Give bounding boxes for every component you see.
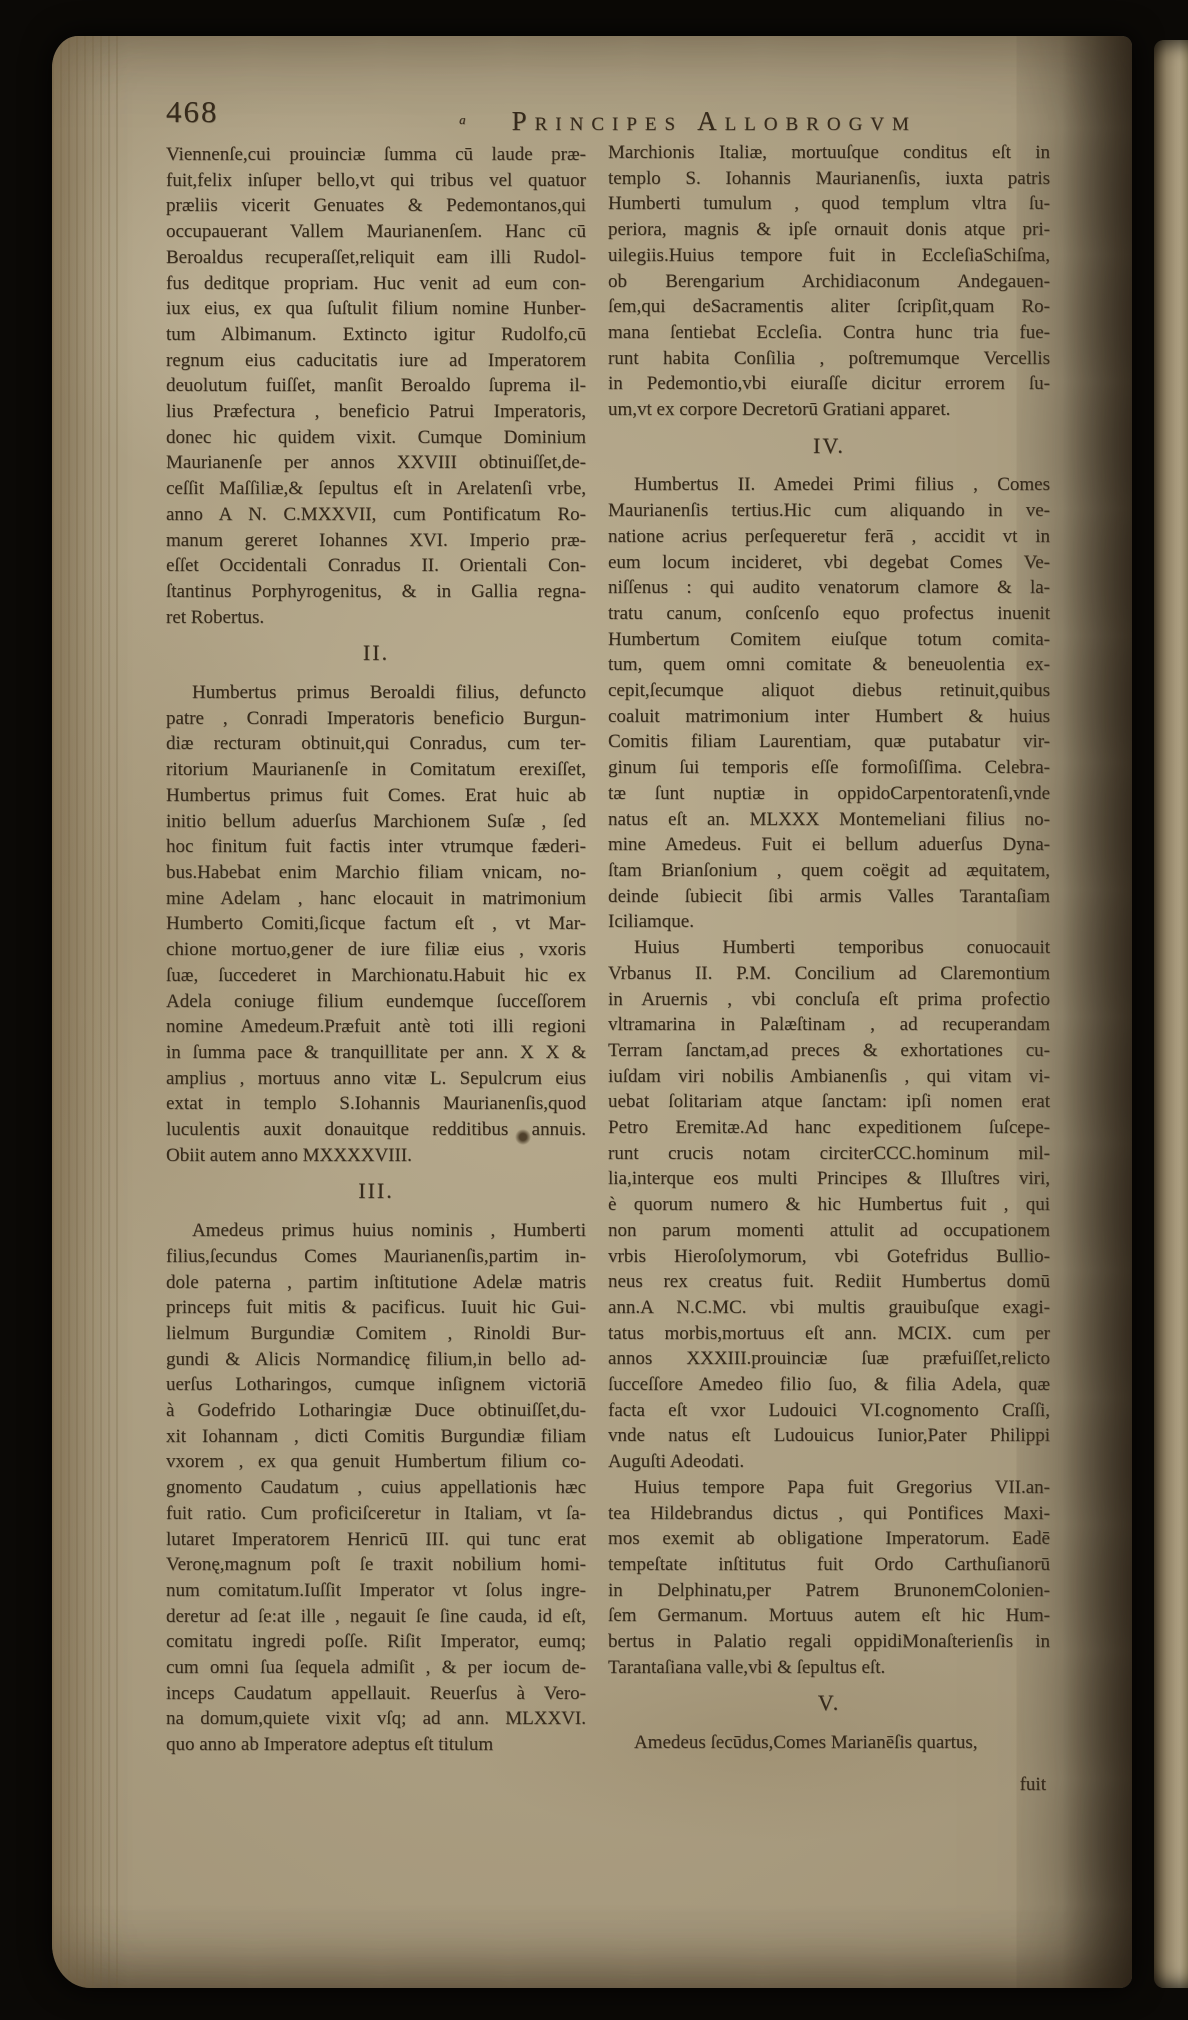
- text-line: neus rex creatus fuit. Rediit Humbertus domū: [608, 1271, 1050, 1293]
- paragraph: [166, 142, 586, 630]
- text-line: initio bellum aduerſus Marchionem Suſæ , ſed: [166, 810, 586, 832]
- header-word1-initial: P: [511, 106, 535, 136]
- text-line: ceſſit Maſſiliæ,& ſepultus eſt in Arelatenſi vrbe,: [166, 478, 586, 500]
- text-line: niſſenus : qui audito venatorum clamore & la-: [608, 577, 1050, 599]
- text-line: tum, quem omni comitate & beneuolentia ex-: [608, 654, 1050, 676]
- page-edge-deckle: [52, 36, 122, 1988]
- text-line: lia,interque eos multi Principes & Illuſtres viri,: [608, 1168, 1050, 1190]
- text-line: chione mortuo,gener de iure filiæ eius , vxoris: [166, 939, 586, 961]
- text-line: dole paterna , partim inſtitutione Adelæ matris: [166, 1271, 586, 1293]
- text-line: coaluit matrimonium inter Humbert & huius: [608, 705, 1050, 727]
- text-line: natus eſt an. MLXXX Montemeliani filius no-: [608, 808, 1050, 830]
- text-line: princeps fuit mitis & pacificus. Iuuit hic Gui-: [166, 1297, 586, 1319]
- section-heading: III.: [358, 1178, 394, 1204]
- paragraph: [608, 1475, 1050, 1681]
- text-line: ſem,qui deSacramentis aliter ſcripſit,quam Ro-: [608, 296, 1050, 318]
- text-line: Humberto Comiti,ſicque factum eſt , vt Mar-: [166, 913, 586, 935]
- text-line: cum omni ſua ſequela admiſit , & per iocum de-: [166, 1657, 586, 1679]
- page-number: 468: [166, 94, 219, 129]
- text-line: vltramarina in Palæſtinam , ad recuperandam: [608, 1014, 1050, 1036]
- header-word2-rest: LLOBROGVM: [724, 114, 917, 135]
- text-line: ginum ſui temporis eſſe formoſiſſima. Celebra-: [608, 757, 1050, 779]
- text-line: gnomento Caudatum , cuius appellationis hæc: [166, 1477, 586, 1499]
- book-page: [52, 36, 1132, 1988]
- text-line: eum locum incideret, vbi degebat Comes Ve-: [608, 551, 1050, 573]
- signature-mark: a: [459, 112, 466, 127]
- text-line: Vrbanus II. P.M. Concilium ad Claremontium: [608, 962, 1050, 984]
- text-line: xit Iohannam , dicti Comitis Burgundiæ filiam: [166, 1425, 586, 1447]
- adjacent-page-edge: [1154, 40, 1188, 1988]
- running-header: [438, 106, 938, 137]
- text-line: occupauerant Vallem Maurianenſem. Hanc cū: [166, 221, 586, 243]
- text-line: vxorem , ex qua genuit Humbertum filium co-: [166, 1451, 586, 1473]
- text-line: Beroaldus recuperaſſet,reliquit eam illi Rudol-: [166, 246, 586, 268]
- text-line: annos XXXIII.prouinciæ ſuæ præfuiſſet,relicto: [608, 1348, 1050, 1370]
- text-line: facta eſt vxor Ludouici VI.cognomento Craſſi,: [608, 1399, 1050, 1421]
- text-line: hoc finitum fuit factis inter vtrumque fæderi-: [166, 836, 586, 858]
- text-line: tratu canum, conſcenſo equo profectus inuenit: [608, 602, 1050, 624]
- text-line: in Delphinatu,per Patrem BrunonemColonien-: [608, 1579, 1050, 1601]
- text-line: amplius , mortuus anno vitæ L. Sepulcrum eius: [166, 1067, 586, 1089]
- header-word1-rest: RINCIPES: [534, 114, 684, 135]
- text-line: patre , Conradi Imperatoris beneficio Burgun-: [166, 707, 586, 729]
- text-line: ſucceſſore Amedeo filio ſuo, & filia Adela, quæ: [608, 1374, 1050, 1396]
- text-line: deinde ſubiecit ſibi armis Valles Tarantaſiam: [608, 885, 1050, 907]
- text-line: ſem Germanum. Mortuus autem eſt hic Hum-: [608, 1605, 1050, 1627]
- text-line: bus.Habebat enim Marchio filiam vnicam, no-: [166, 861, 586, 883]
- text-line: Tarantaſiana valle,vbi & ſepultus eſt.: [608, 1656, 886, 1678]
- text-line: Iciliamque.: [608, 911, 694, 933]
- text-line: Huius Humberti temporibus conuocauit: [634, 937, 1050, 959]
- text-line: ſtam Brianſonium , quem coëgit ad æquitatem,: [608, 859, 1050, 881]
- text-line: è quorum numero & hic Humbertus fuit , qui: [608, 1194, 1050, 1216]
- text-line: Adela coniuge filium eundemque ſucceſſorem: [166, 990, 586, 1012]
- text-line: fus deditque propriam. Huc venit ad eum con-: [166, 272, 586, 294]
- text-line: vrbis Hieroſolymorum, vbi Gotefridus Bullio-: [608, 1245, 1050, 1267]
- text-line: manum gereret Iohannes XVI. Imperio præ-: [166, 529, 586, 551]
- text-line: tæ ſunt nuptiæ in oppidoCarpentoratenſi,vnde: [608, 782, 1050, 804]
- text-line: ann.A N.C.MC. vbi multis grauibuſque exagi-: [608, 1296, 1050, 1318]
- section-heading: II.: [362, 640, 390, 666]
- text-line: Auguſti Adeodati.: [608, 1451, 745, 1473]
- text-line: Amedeus primus huius nominis , Humberti: [192, 1220, 586, 1242]
- text-line: præliis vicerit Genuates & Pedemontanos,qui: [166, 195, 586, 217]
- text-line: Huius tempore Papa fuit Gregorius VII.an-: [634, 1476, 1050, 1498]
- text-line: bertus in Palatio regali oppidiMonaſterienſis in: [608, 1631, 1050, 1653]
- text-line: fuit ratio. Cum proficiſceretur in Italiam, vt ſa-: [166, 1502, 586, 1524]
- text-line: ſtantinus Porphyrogenitus, & in Gallia regna-: [166, 580, 586, 602]
- text-line: tum Albimanum. Extincto igitur Rudolfo,cū: [166, 323, 586, 345]
- text-line: uilegiis.Huius tempore fuit in EccleſiaSchiſma,: [608, 244, 1050, 266]
- catchword: fuit: [1019, 1773, 1046, 1795]
- text-line: runt habita Conſilia , poſtremumque Vercellis: [608, 347, 1050, 369]
- text-line: lutaret Imperatorem Henricū III. qui tunc erat: [166, 1528, 586, 1550]
- text-line: um,vt ex corpore Decretorū Gratiani apparet.: [608, 399, 951, 421]
- text-line: extat in templo S.Iohannis Maurianenſis,quod: [166, 1093, 586, 1115]
- text-line: Veronę,magnum poſt ſe traxit nobilium homi-: [166, 1554, 586, 1576]
- text-line: Amedeus ſecūdus,Comes Marianēſis quartus,: [634, 1732, 978, 1754]
- paragraph: [166, 680, 586, 1168]
- text-line: mos exemit ab obligatione Imperatorum. Eadē: [608, 1528, 1050, 1550]
- text-line: Humbertus primus fuit Comes. Erat huic ab: [166, 784, 586, 806]
- paragraph: [608, 1730, 1050, 1756]
- text-line: in Pedemontio,vbi eiuraſſe dicitur errorem ſu-: [608, 373, 1050, 395]
- text-line: Maurianenſe per annos XXVIII obtinuiſſet,de-: [166, 452, 586, 474]
- text-line: Humbertus II. Amedei Primi filius , Comes: [634, 474, 1050, 496]
- text-line: Terram ſanctam,ad preces & exhortationes cu-: [608, 1039, 1050, 1061]
- paragraph: [608, 935, 1050, 1475]
- text-line: uerſus Lotharingos, cumque inſignem victoriā: [166, 1374, 586, 1396]
- paragraph: [608, 472, 1050, 935]
- text-column-right: [608, 140, 1050, 1798]
- text-line: uebat ſolitariam atque ſanctam: ipſi nomen erat: [608, 1091, 1050, 1113]
- text-line: tea Hildebrandus dictus , qui Pontifices Maxi-: [608, 1502, 1050, 1524]
- text-line: mine Amedeus. Fuit ei bellum aduerſus Dyna-: [608, 834, 1050, 856]
- text-line: num comitatum.Iuſſit Imperator vt ſolus ingre-: [166, 1579, 586, 1601]
- text-line: eſſet Occidentali Conradus II. Orientali Con-: [166, 555, 586, 577]
- text-column-left: [166, 142, 586, 1758]
- text-line: fuit,felix inſuper bello,vt qui tribus vel quatuor: [166, 169, 586, 191]
- text-line: regnum eius caducitatis iure ad Imperatorem: [166, 349, 586, 371]
- text-line: Comitis filiam Laurentiam, quæ putabatur vir-: [608, 731, 1050, 753]
- text-line: comitatu ingredi poſſe. Riſit Imperator, eumq;: [166, 1631, 586, 1653]
- text-line: ſuæ, ſuccederet in Marchionatu.Habuit hic ex: [166, 964, 586, 986]
- text-line: deretur ad ſe:at ille , negauit ſe ſine cauda, id eſt,: [166, 1605, 586, 1627]
- text-line: Petro Eremitæ.Ad hanc expeditionem ſuſcepe-: [608, 1117, 1050, 1139]
- text-line: Obiit autem anno MXXXXVIII.: [166, 1144, 412, 1166]
- text-line: Marchionis Italiæ, mortuuſque conditus eſt in: [608, 142, 1050, 163]
- text-line: templo S. Iohannis Maurianenſis, iuxta patris: [608, 167, 1050, 189]
- text-line: non parum momenti attulit ad occupationem: [608, 1219, 1050, 1241]
- section-heading: IV.: [813, 432, 845, 458]
- text-line: mine Adelam , hanc elocauit in matrimonium: [166, 887, 586, 909]
- text-line: deuolutum fuiſſet, manſit Beroaldo ſuprema il-: [166, 375, 586, 397]
- text-line: runt crucis notam circiterCCC.hominum mil-: [608, 1142, 1050, 1164]
- text-line: à Godefrido Lotharingiæ Duce obtinuiſſet,du-: [166, 1400, 586, 1422]
- text-line: donec hic quidem vixit. Cumque Dominium: [166, 426, 586, 448]
- text-line: Humbertus primus Beroaldi filius, defuncto: [192, 682, 586, 704]
- paragraph: [608, 140, 1050, 423]
- text-line: mana ſentiebat Eccleſia. Contra hunc tria fue-: [608, 321, 1050, 343]
- paragraph: [166, 1218, 586, 1758]
- text-line: Viennenſe,cui prouinciæ ſumma cū laude præ-: [166, 144, 586, 165]
- text-line: ritorium Maurianenſe in Comitatum erexiſſet,: [166, 759, 586, 781]
- text-line: in ſumma pace & tranquillitate per ann. X X &: [166, 1041, 586, 1063]
- text-line: tatus morbis,mortuus eſt ann. MCIX. cum per: [608, 1322, 1050, 1344]
- text-line: natione acrius perſequeretur ferā , accidit vt in: [608, 525, 1050, 547]
- text-line: quo anno ab Imperatore adeptus eſt titulum: [166, 1734, 494, 1756]
- text-line: filius,ſecundus Comes Maurianenſis,partim in-: [166, 1245, 586, 1267]
- text-line: lius Præfectura , beneficio Patrui Imperatoris,: [166, 401, 586, 423]
- text-line: tempeſtate inſtitutus fuit Ordo Carthuſianorū: [608, 1553, 1050, 1575]
- text-line: nomine Amedeum.Præfuit antè toti illi regioni: [166, 1016, 586, 1038]
- text-line: cepit,ſecumque aliquot diebus retinuit,quibus: [608, 680, 1050, 702]
- header-word2-initial: A: [697, 106, 725, 136]
- text-line: Maurianenſis tertius.Hic cum aliquando in ve-: [608, 500, 1050, 522]
- text-line: lielmum Burgundiæ Comitem , Rinoldi Bur-: [166, 1322, 586, 1344]
- text-line: Humberti tumulum , quod templum vltra ſu-: [608, 193, 1050, 215]
- text-line: in Aruernis , vbi concluſa eſt prima profectio: [608, 988, 1050, 1010]
- gutter-shadow: [1062, 36, 1132, 1988]
- text-column-right-blocks: [608, 140, 1050, 1756]
- text-line: Humbertum Comitem eiuſque totum comita-: [608, 628, 1050, 650]
- text-line: periora, magnis & ipſe ornauit donis atque pri-: [608, 219, 1050, 241]
- section-heading: V.: [817, 1690, 841, 1716]
- text-line: vnde natus eſt Ludouicus Iunior,Pater Philippi: [608, 1425, 1050, 1447]
- text-line: na domum,quiete vixit vſq; ad ann. MLXXVI.: [166, 1708, 586, 1730]
- text-line: anno A N. C.MXXVII, cum Pontificatum Ro-: [166, 503, 586, 525]
- text-line: iuſdam viri nobilis Ambianenſis , qui vitam vi-: [608, 1065, 1050, 1087]
- text-line: diæ recturam obtinuit,qui Conradus, cum ter-: [166, 733, 586, 755]
- text-line: iux eius, ex qua ſuſtulit filium nomine Hunber-: [166, 298, 586, 320]
- text-line: ret Robertus.: [166, 606, 265, 628]
- text-line: gundi & Alicis Normandicę filium,in bello ad-: [166, 1348, 586, 1370]
- text-line: luculentis auxit donauitque redditibus annuis.: [166, 1119, 586, 1141]
- text-line: inceps Caudatum appellauit. Reuerſus à Vero-: [166, 1682, 586, 1704]
- text-line: ob Berengarium Archidiaconum Andegauen-: [608, 270, 1050, 292]
